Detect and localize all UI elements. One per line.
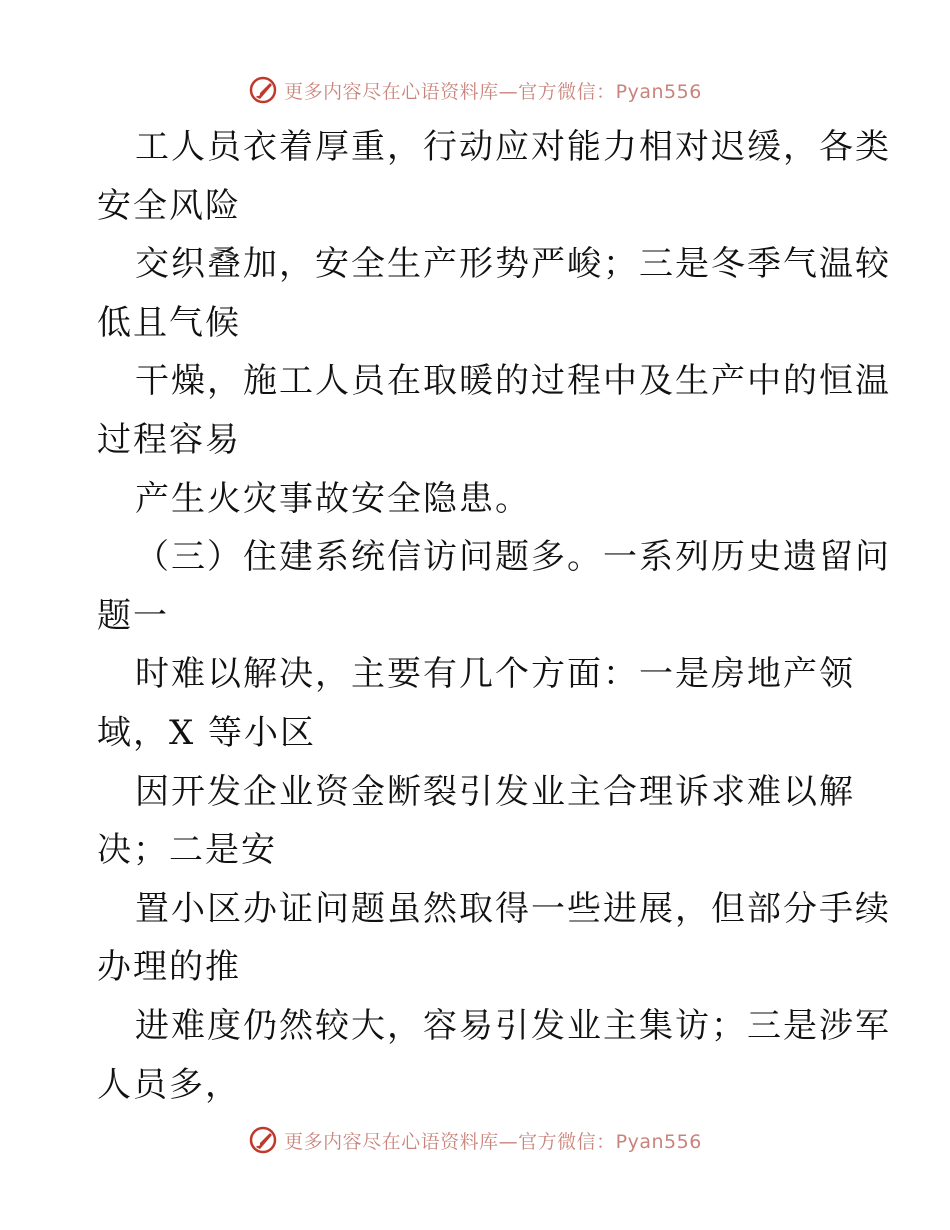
header-banner xyxy=(0,70,950,110)
text-line: 过程容易 xyxy=(97,419,241,460)
text-line: 人员多， xyxy=(97,1064,241,1105)
text-line: 因开发企业资金断裂引发业主合理诉求难以解 xyxy=(135,771,855,812)
text-line: 安全风险 xyxy=(97,185,241,226)
footer-banner-text: 更多内容尽在心语资料库—官方微信：Pyan556 xyxy=(284,1130,702,1153)
footer-banner xyxy=(0,1120,950,1160)
document-body xyxy=(97,118,891,1114)
text-line: 工人员衣着厚重，行动应对能力相对迟缓，各类 xyxy=(135,127,891,167)
text-line: 交织叠加，安全生产形势严峻；三是冬季气温较 xyxy=(135,244,891,285)
text-line: 时难以解决，主要有几个方面：一是房地产领 xyxy=(135,654,855,695)
section-heading-line: （三）住建系统信访问题多。一系列历史遗留问 xyxy=(135,537,891,578)
header-banner-text: 更多内容尽在心语资料库—官方微信：Pyan556 xyxy=(284,80,702,103)
text-line: 低且气候 xyxy=(97,302,241,343)
text-line: 置小区办证问题虽然取得一些进展，但部分手续 xyxy=(135,888,891,929)
text-line: 干燥，施工人员在取暖的过程中及生产中的恒温 xyxy=(135,361,891,402)
text-line: 域，X 等小区 xyxy=(97,712,317,753)
feather-pen-seal-icon xyxy=(248,75,278,105)
feather-pen-seal-icon xyxy=(248,1125,278,1155)
text-line: 办理的推 xyxy=(97,947,241,988)
text-line: 决；二是安 xyxy=(97,830,277,871)
text-line: 进难度仍然较大，容易引发业主集访；三是涉军 xyxy=(135,1005,891,1046)
text-line: 题一 xyxy=(97,595,169,636)
text-line: 产生火灾事故安全隐患。 xyxy=(135,478,531,519)
